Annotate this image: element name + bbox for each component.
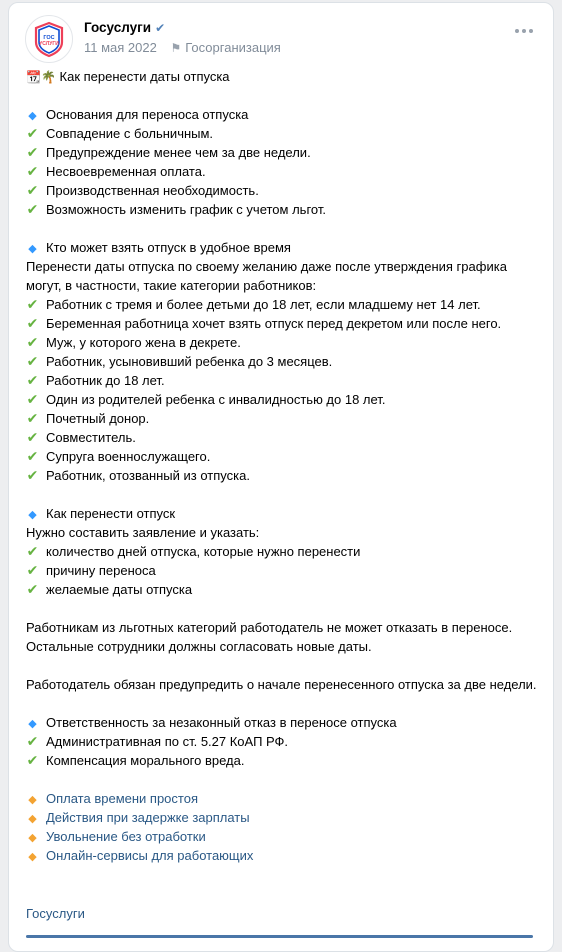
flag-icon: ⚑	[170, 41, 182, 55]
post-title	[26, 67, 546, 86]
check-icon: ✔	[26, 562, 39, 578]
more-options-button[interactable]	[515, 29, 533, 33]
list-item: ✔ Работник с тремя и более детьми до 18 лет, если младшему нет 14 лет.	[26, 296, 481, 312]
list-item: ✔ Работник, усыновивший ребенка до 3 месяцев.	[26, 353, 333, 369]
blue-diamond-icon: ◆	[28, 509, 37, 521]
logo-text-top: ГОС	[43, 35, 55, 41]
check-icon: ✔	[26, 581, 39, 597]
check-icon: ✔	[26, 163, 39, 179]
orange-diamond-icon: ◆	[28, 794, 37, 806]
paragraph: Работодатель обязан предупредить о начале перенесенного отпуска за две недели.	[26, 677, 537, 692]
check-icon: ✔	[26, 543, 39, 559]
check-icon: ✔	[26, 448, 39, 464]
check-icon: ✔	[26, 429, 39, 445]
list-item: ✔ количество дней отпуска, которые нужно перенести	[26, 543, 361, 559]
author-name[interactable]: Госуслуги	[84, 20, 152, 35]
section-heading: ◆ Как перенести отпуск	[26, 504, 546, 523]
check-icon: ✔	[26, 733, 39, 749]
post-meta	[84, 40, 281, 55]
check-icon: ✔	[26, 334, 39, 350]
check-icon: ✔	[26, 201, 39, 217]
check-icon: ✔	[26, 144, 39, 160]
list-item: ✔ Работник до 18 лет.	[26, 372, 165, 388]
more-dot-icon	[522, 29, 526, 33]
list-item: ✔ Несвоевременная оплата.	[26, 163, 206, 179]
more-dot-icon	[529, 29, 533, 33]
list-item: ✔ Совпадение с больничным.	[26, 125, 214, 141]
list-item: ✔ Один из родителей ребенка с инвалидностью до 18 лет.	[26, 391, 386, 407]
blue-diamond-icon: ◆	[28, 110, 37, 122]
author-avatar[interactable]	[25, 15, 73, 63]
list-item: ✔ Супруга военнослужащего.	[26, 448, 211, 464]
post-text	[26, 67, 546, 865]
verified-icon: ✔	[155, 21, 166, 35]
palm-tree-icon: 🌴	[40, 70, 56, 84]
section-heading: ◆ Кто может взять отпуск в удобное время	[26, 238, 546, 257]
paragraph: Работникам из льготных категорий работодатель не может отказать в переносе. Остальные сотрудники должны согласовать новые даты.	[26, 620, 513, 654]
list-item: ✔ Предупреждение менее чем за две недели.	[26, 144, 311, 160]
list-item: ✔ Возможность изменить график с учетом льгот.	[26, 201, 326, 217]
section-intro: Перенести даты отпуска по своему желанию даже после утверждения графика могут, в частности, такие категории работников:	[26, 259, 507, 293]
post-source: Госорганизация	[185, 40, 281, 55]
calendar-icon: 📆	[26, 70, 41, 84]
blue-diamond-icon: ◆	[28, 718, 37, 730]
blue-diamond-icon: ◆	[28, 243, 37, 255]
check-icon: ✔	[26, 372, 39, 388]
check-icon: ✔	[26, 752, 39, 768]
check-icon: ✔	[26, 315, 39, 331]
orange-diamond-icon: ◆	[28, 832, 37, 844]
orange-diamond-icon: ◆	[28, 851, 37, 863]
check-icon: ✔	[26, 296, 39, 312]
author-name-row	[84, 20, 165, 35]
list-item: ✔ желаемые даты отпуска	[26, 581, 193, 597]
related-link: ◆ Действия при задержке зарплаты	[26, 808, 546, 827]
attachment-bar	[26, 935, 533, 938]
section-heading: ◆ Ответственность за незаконный отказ в переносе отпуска	[26, 713, 546, 732]
list-item: ✔ Работник, отозванный из отпуска.	[26, 467, 250, 483]
more-dot-icon	[515, 29, 519, 33]
list-item: ✔ Административная по ст. 5.27 КоАП РФ.	[26, 733, 289, 749]
logo-text-bottom: УСЛУГИ	[39, 41, 59, 47]
list-item: ✔ причину переноса	[26, 562, 156, 578]
list-item: ✔ Совместитель.	[26, 429, 136, 445]
post-title-text: Как перенести даты отпуска	[59, 69, 230, 84]
list-item: ✔ Производственная необходимость.	[26, 182, 259, 198]
check-icon: ✔	[26, 125, 39, 141]
related-link: ◆ Онлайн-сервисы для работающих	[26, 846, 546, 865]
check-icon: ✔	[26, 353, 39, 369]
check-icon: ✔	[26, 410, 39, 426]
footer-link[interactable]: Госуслуги	[26, 906, 85, 921]
related-link: ◆ Оплата времени простоя	[26, 789, 546, 808]
post-date[interactable]: 11 мая 2022	[84, 40, 157, 55]
section-heading: ◆ Основания для переноса отпуска	[26, 105, 546, 124]
check-icon: ✔	[26, 467, 39, 483]
check-icon: ✔	[26, 391, 39, 407]
post-card	[8, 2, 554, 952]
gosuslugi-logo	[26, 16, 72, 62]
orange-diamond-icon: ◆	[28, 813, 37, 825]
list-item: ✔ Почетный донор.	[26, 410, 150, 426]
list-item: ✔ Беременная работница хочет взять отпуск перед декретом или после него.	[26, 315, 502, 331]
related-link: ◆ Увольнение без отработки	[26, 827, 546, 846]
check-icon: ✔	[26, 182, 39, 198]
list-item: ✔ Муж, у которого жена в декрете.	[26, 334, 241, 350]
section-intro: Нужно составить заявление и указать:	[26, 525, 260, 540]
list-item: ✔ Компенсация морального вреда.	[26, 752, 245, 768]
